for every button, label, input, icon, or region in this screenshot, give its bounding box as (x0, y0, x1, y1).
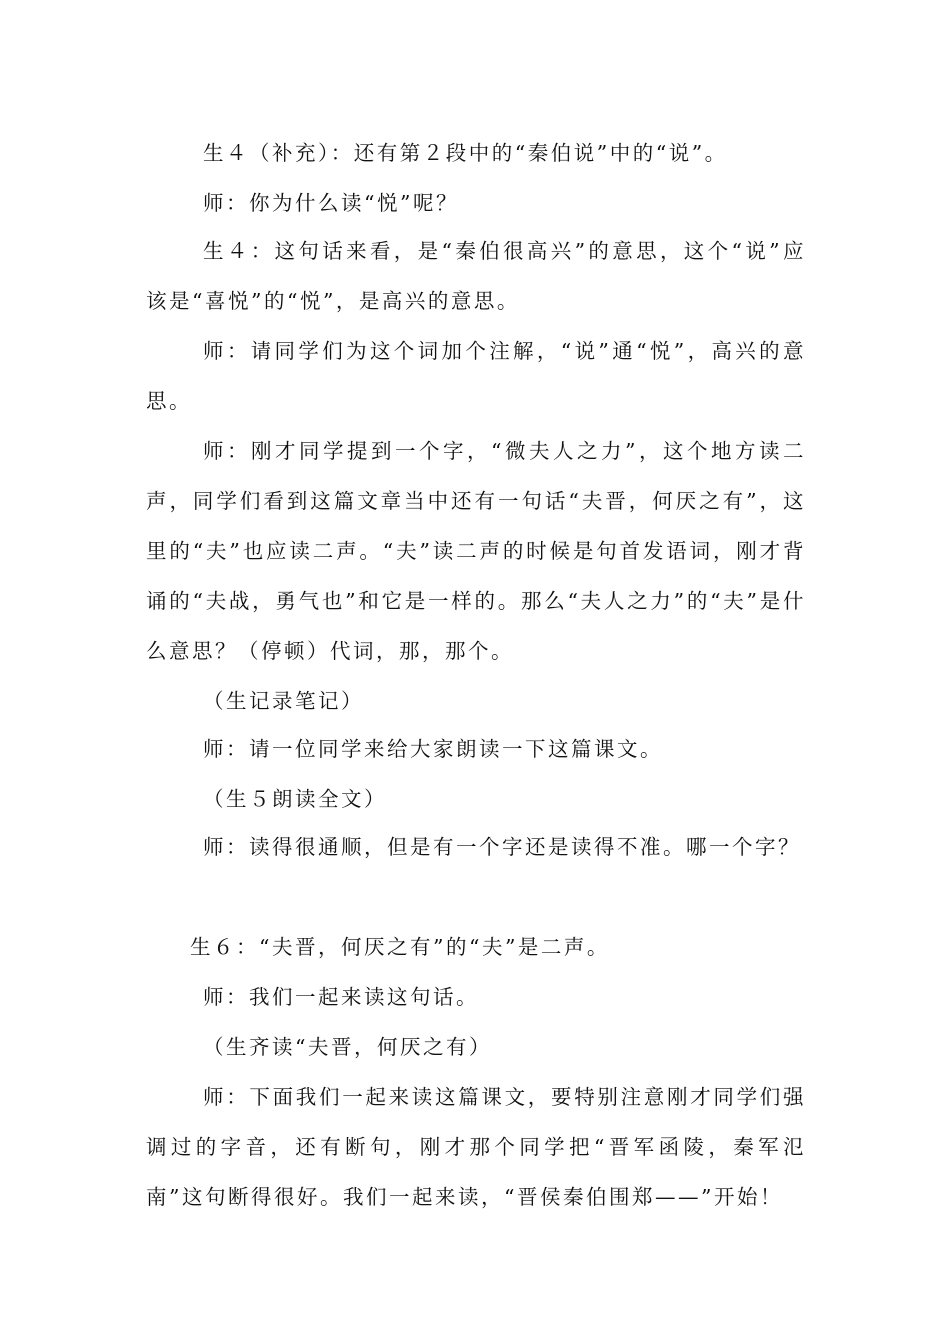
paragraph-5: 师：刚才同学提到一个字，“微夫人之力”，这个地方读二声，同学们看到这篇文章当中还有一句话“夫晋，何厌之有”，这里的“夫”也应读二声。“夫”读二声的时候是句首发语词，刚才背诵的“夫战，勇气也”和它是一样的。那么“夫人之力”的“夫”是什么意思？（停顿）代词，那，那个。 (146, 439, 806, 663)
paragraph-13: 师：下面我们一起来读这篇课文，要特别注意刚才同学们强调过的字音，还有断句，刚才那个同学把“晋军函陵，秦军氾南”这句断得很好。我们一起来读，“晋侯秦伯围郑——”开始！ (146, 1085, 806, 1209)
paragraph-4: 师：请同学们为这个词加个注解，“说”通“悦”，高兴的意思。 (146, 339, 806, 413)
paragraph-10: 生６：“夫晋，何厌之有”的“夫”是二声。 (190, 935, 610, 959)
paragraph-11: 师：我们一起来读这句话。 (203, 985, 479, 1009)
paragraph-8: （生５朗读全文） (203, 787, 387, 811)
paragraph-6: （生记录笔记） (203, 689, 364, 713)
paragraph-12: （生齐读“夫晋，何厌之有） (203, 1035, 492, 1059)
paragraph-1: 生４（补充）：还有第２段中的“秦伯说”中的“说”。 (203, 141, 728, 165)
paragraph-3: 生４：这句话来看，是“秦伯很高兴”的意思，这个“说”应该是“喜悦”的“悦”，是高兴的意思。 (146, 239, 806, 313)
paragraph-7: 师：请一位同学来给大家朗读一下这篇课文。 (203, 737, 663, 761)
paragraph-9: 师：读得很通顺，但是有一个字还是读得不准。哪一个字？ (203, 835, 801, 859)
paragraph-2: 师：你为什么读“悦”呢？ (203, 191, 459, 215)
